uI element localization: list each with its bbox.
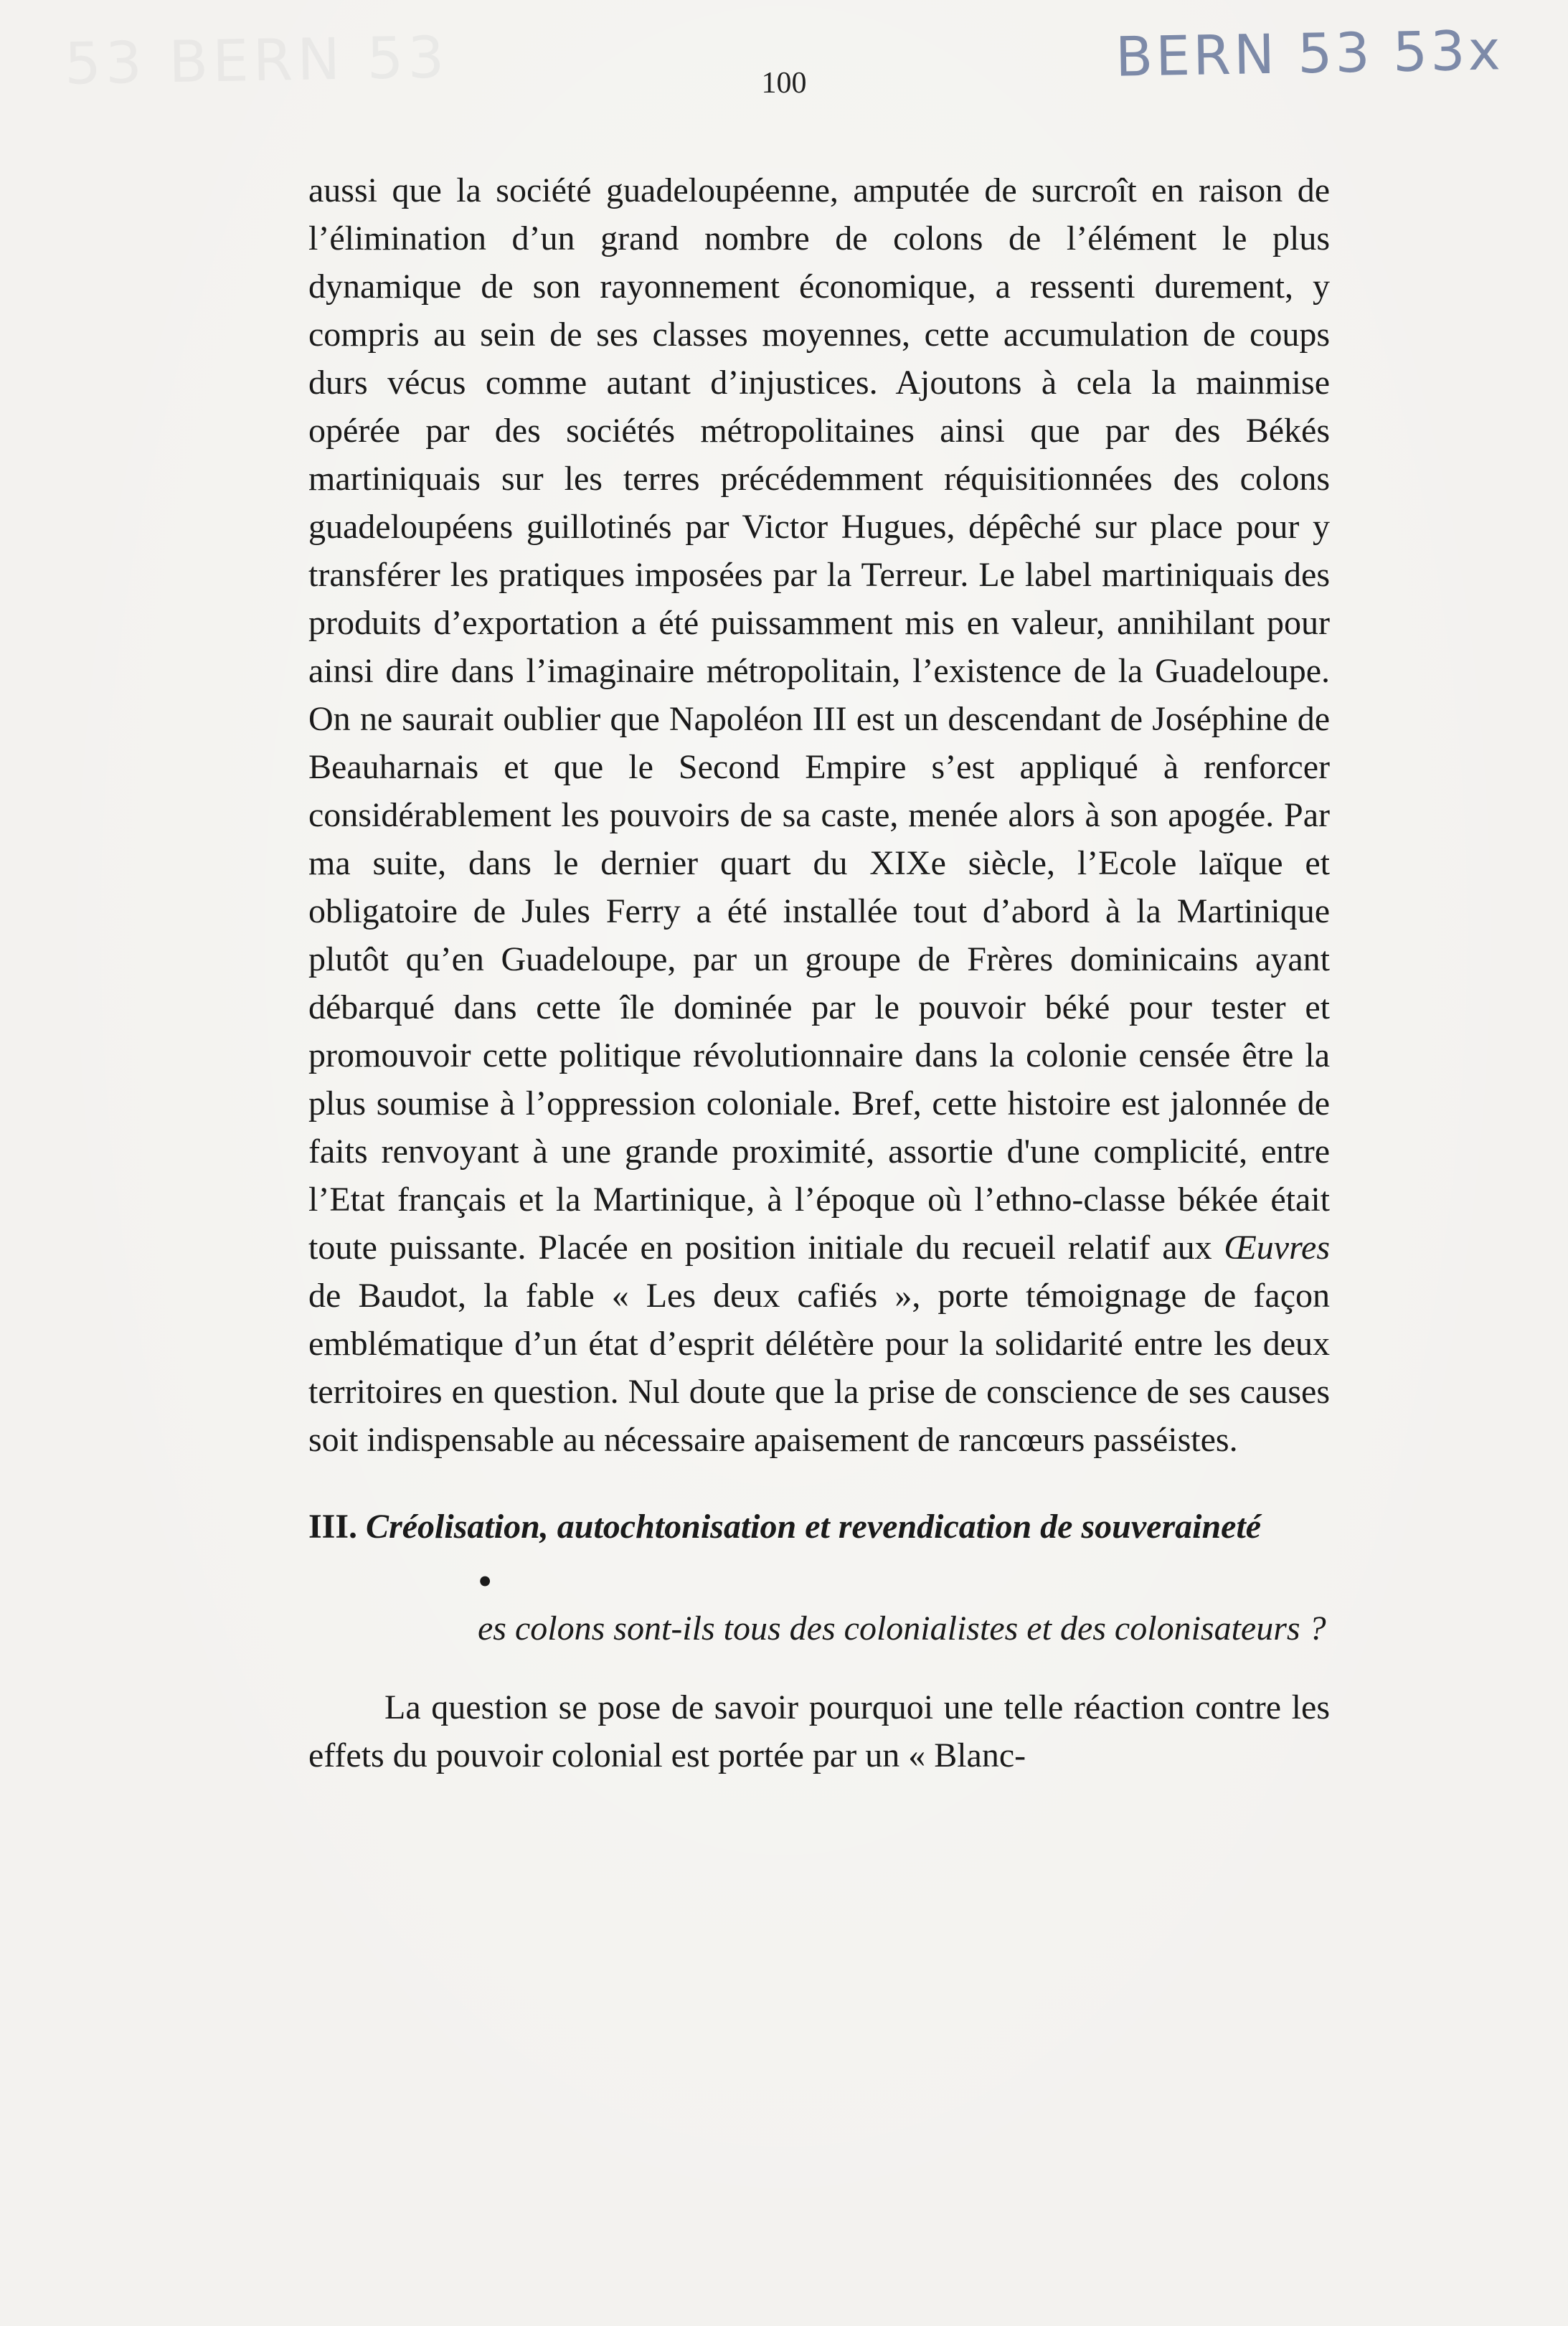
- handwritten-annotation: BERN 53 53x: [1115, 18, 1504, 89]
- paragraph-1-text-end: de Baudot, la fable « Les deux cafiés », porte témoignage de façon emblématique d’un état d’esprit délétère pour la solidarité entre les deux territoires en question. Nul doute que la prise de conscience de ses causes soit indispensable au nécessaire apaisement de rancœurs passéistes.: [308, 1277, 1330, 1459]
- body-paragraph-1: [308, 166, 1330, 1464]
- faint-stamp-mark: 53 BERN 53: [64, 24, 450, 98]
- page-content: [308, 166, 1330, 1779]
- section-number: III.: [308, 1508, 358, 1546]
- subheading: [308, 1558, 1330, 1652]
- section-title: Créolisation, autochtonisation et revendication de souveraineté: [366, 1508, 1262, 1546]
- section-heading: [308, 1504, 1330, 1550]
- paragraph-1-italic-title: Œuvres: [1224, 1229, 1330, 1267]
- paragraph-1-text: aussi que la société guadeloupéenne, amputée de surcroît en raison de l’élimination d’un grand nombre de colons de l’élément le plus dynamique de son rayonnement économique, a ressenti durement, y compris au sein de ses classes moyennes, cette accumulation de coups durs vécus comme autant d’injustices. Ajoutons à cela la mainmise opérée par des sociétés métropolitaines ainsi que par des Békés martiniquais sur les terres précédemment réquisitionnées des colons guadeloupéens guillotinés par Victor Hugues, dépêché sur place pour y transférer les pratiques imposées par la Terreur. Le label martiniquais des produits d’exportation a été puissamment mis en valeur, annihilant pour ainsi dire dans l’imaginaire métropolitain, l’existence de la Guadeloupe. On ne saurait oublier que Napoléon III est un descendant de Joséphine de Beauharnais et que le Second Empire s’est appliqué à renforcer considérablement les pouvoirs de sa caste, menée alors à son apogée. Par ma suite, dans le dernier quart du XIXe siècle, l’Ecole laïque et obligatoire de Jules Ferry a été installée tout d’abord à la Martinique plutôt qu’en Guadeloupe, par un groupe de Frères dominicains ayant débarqué dans cette île dominée par le pouvoir béké pour tester et promouvoir cette politique révolutionnaire dans la colonie censée être la plus soumise à l’oppression coloniale. Bref, cette histoire est jalonnée de faits renvoyant à une grande proximité, assortie d'une complicité, entre l’Etat français et la Martinique, à l’époque où l’ethno-classe békée était toute puissante. Placée en position initiale du recueil relatif aux: [308, 171, 1330, 1267]
- bullet-icon: •: [478, 1558, 493, 1604]
- body-paragraph-2: La question se pose de savoir pourquoi une telle réaction contre les effets du pouvoir colonial est portée par un « Blanc-: [308, 1688, 1330, 1774]
- subheading-text: es colons sont-ils tous des colonialistes et des colonisateurs ?: [478, 1609, 1326, 1647]
- page-number: 100: [761, 67, 807, 100]
